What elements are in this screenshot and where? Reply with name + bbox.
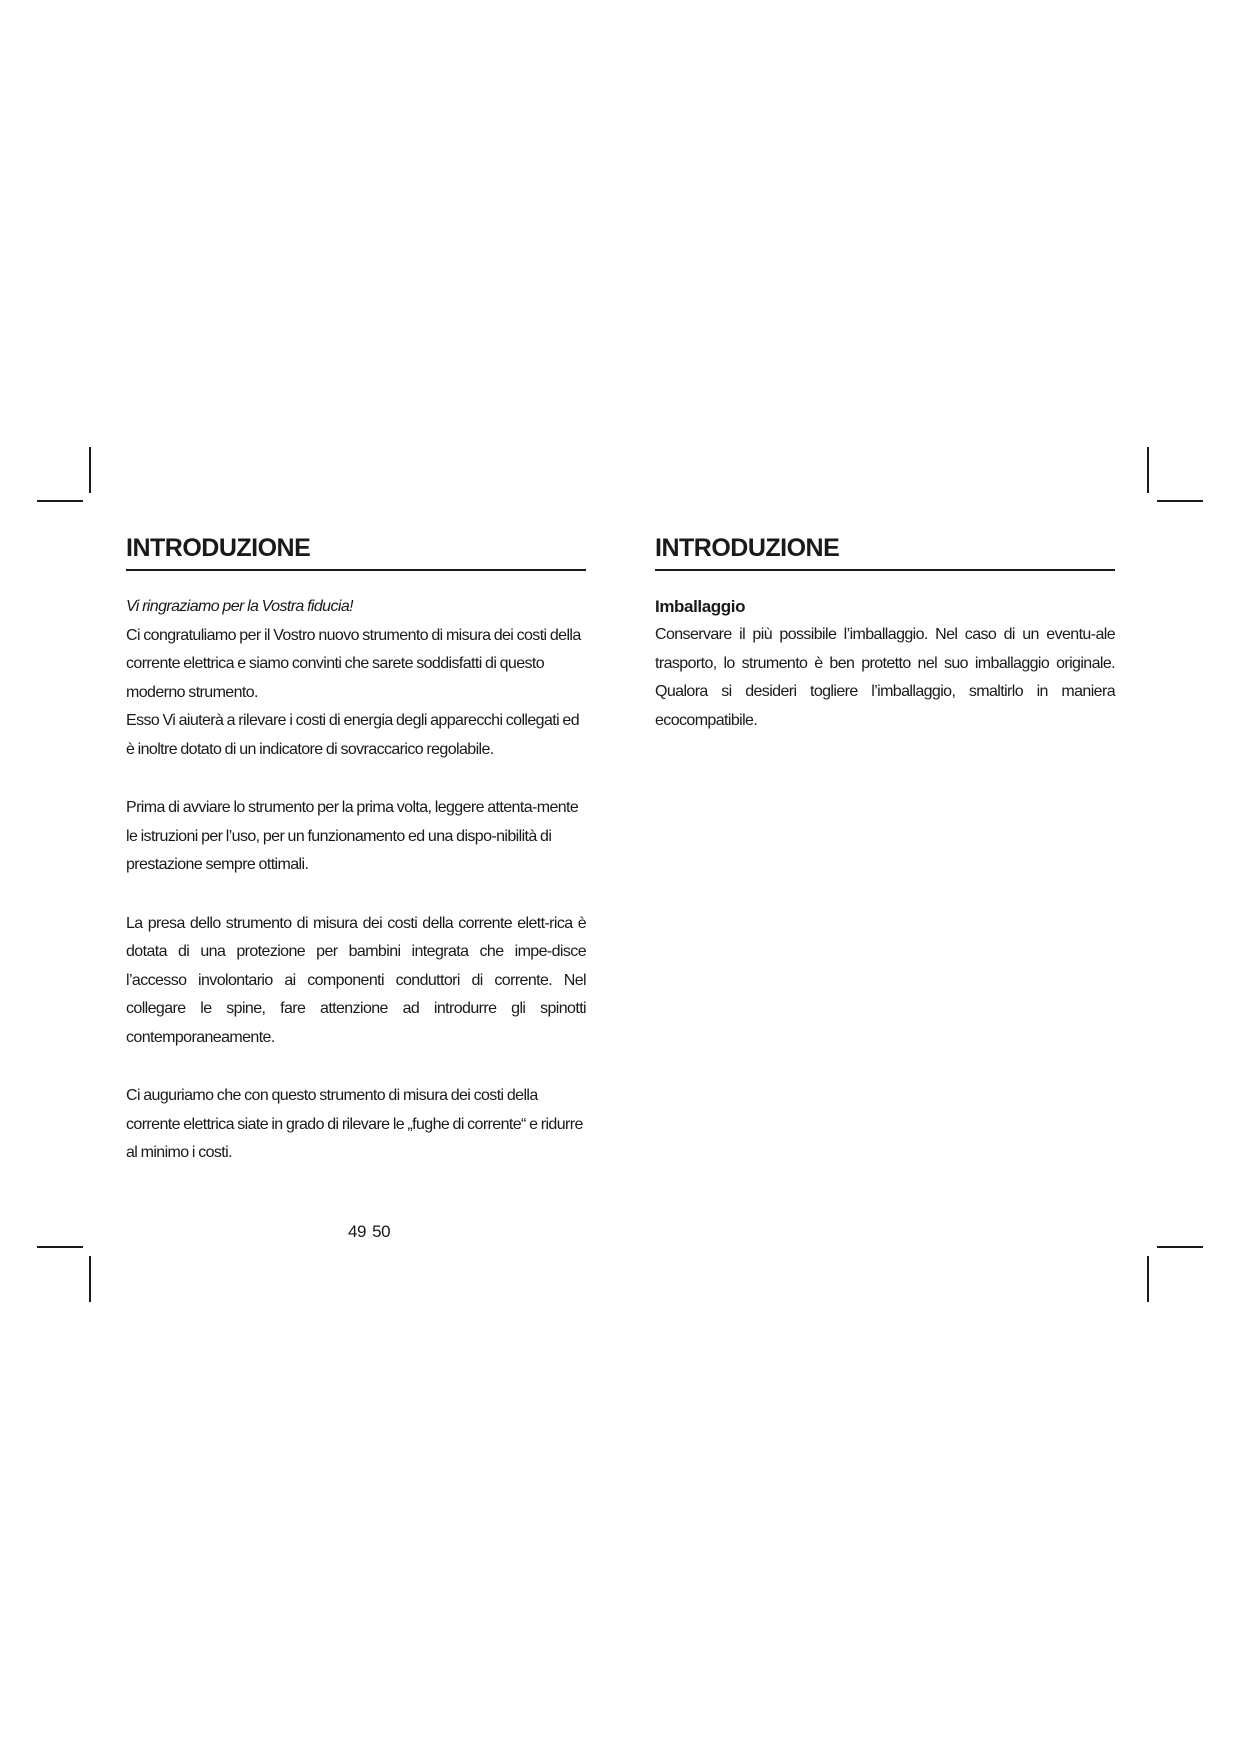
left-page-heading: INTRODUZIONE <box>126 533 586 571</box>
page-numbers: 49 50 <box>348 1222 391 1241</box>
right-page <box>655 533 1115 735</box>
crop-mark-bottom-right-vertical <box>1147 1256 1149 1302</box>
crop-mark-top-left-horizontal <box>37 500 83 502</box>
crop-mark-bottom-left-horizontal <box>37 1246 83 1248</box>
packaging-subheading: Imballaggio <box>655 597 746 616</box>
intro-paragraph-4: La presa dello strumento di misura dei costi della corrente elett-rica è dotata di una protezione per bambini integrata che impe-disce l’accesso involontario ai componenti conduttori di corrente. Nel collegare le spine, fare attenzione ad introdurre gli spinotti contemporaneamente. <box>126 914 586 1046</box>
crop-mark-top-left-vertical <box>89 447 91 493</box>
crop-mark-bottom-left-vertical <box>89 1256 91 1302</box>
crop-mark-bottom-right-horizontal <box>1157 1246 1203 1248</box>
crop-mark-top-right-vertical <box>1147 447 1149 493</box>
intro-paragraph-3: Prima di avviare lo strumento per la prima volta, leggere attenta-mente le istruzioni per l’uso, per un funzionamento ed una dispo-nibilità di prestazione sempre ottimali. <box>126 799 579 873</box>
left-page <box>126 533 586 1168</box>
intro-paragraph-5: Ci auguriamo che con questo strumento di misura dei costi della corrente elettrica siate in grado di rilevare le „fughe di corrente“ e ridurre al minimo i costi. <box>126 1087 583 1161</box>
intro-paragraph-2: Esso Vi aiuterà a rilevare i costi di energia degli apparecchi collegati ed è inoltre dotato di un indicatore di sovraccarico regolabile. <box>126 712 579 758</box>
intro-paragraph-1: Ci congratuliamo per il Vostro nuovo strumento di misura dei costi della corrente elettrica e siamo convinti che sarete soddisfatti di questo moderno strumento. <box>126 626 581 701</box>
packaging-paragraph: Conservare il più possibile l’imballaggio. Nel caso di un eventu-ale trasporto, lo strumento è ben protetto nel suo imballaggio originale. Qualora si desideri togliere l’imballaggio, smaltirlo in maniera ecocompatibile. <box>655 626 1115 729</box>
intro-thanks: Vi ringraziamo per la Vostra fiducia! <box>126 598 353 615</box>
crop-mark-top-right-horizontal <box>1157 500 1203 502</box>
right-page-heading: INTRODUZIONE <box>655 533 1115 571</box>
